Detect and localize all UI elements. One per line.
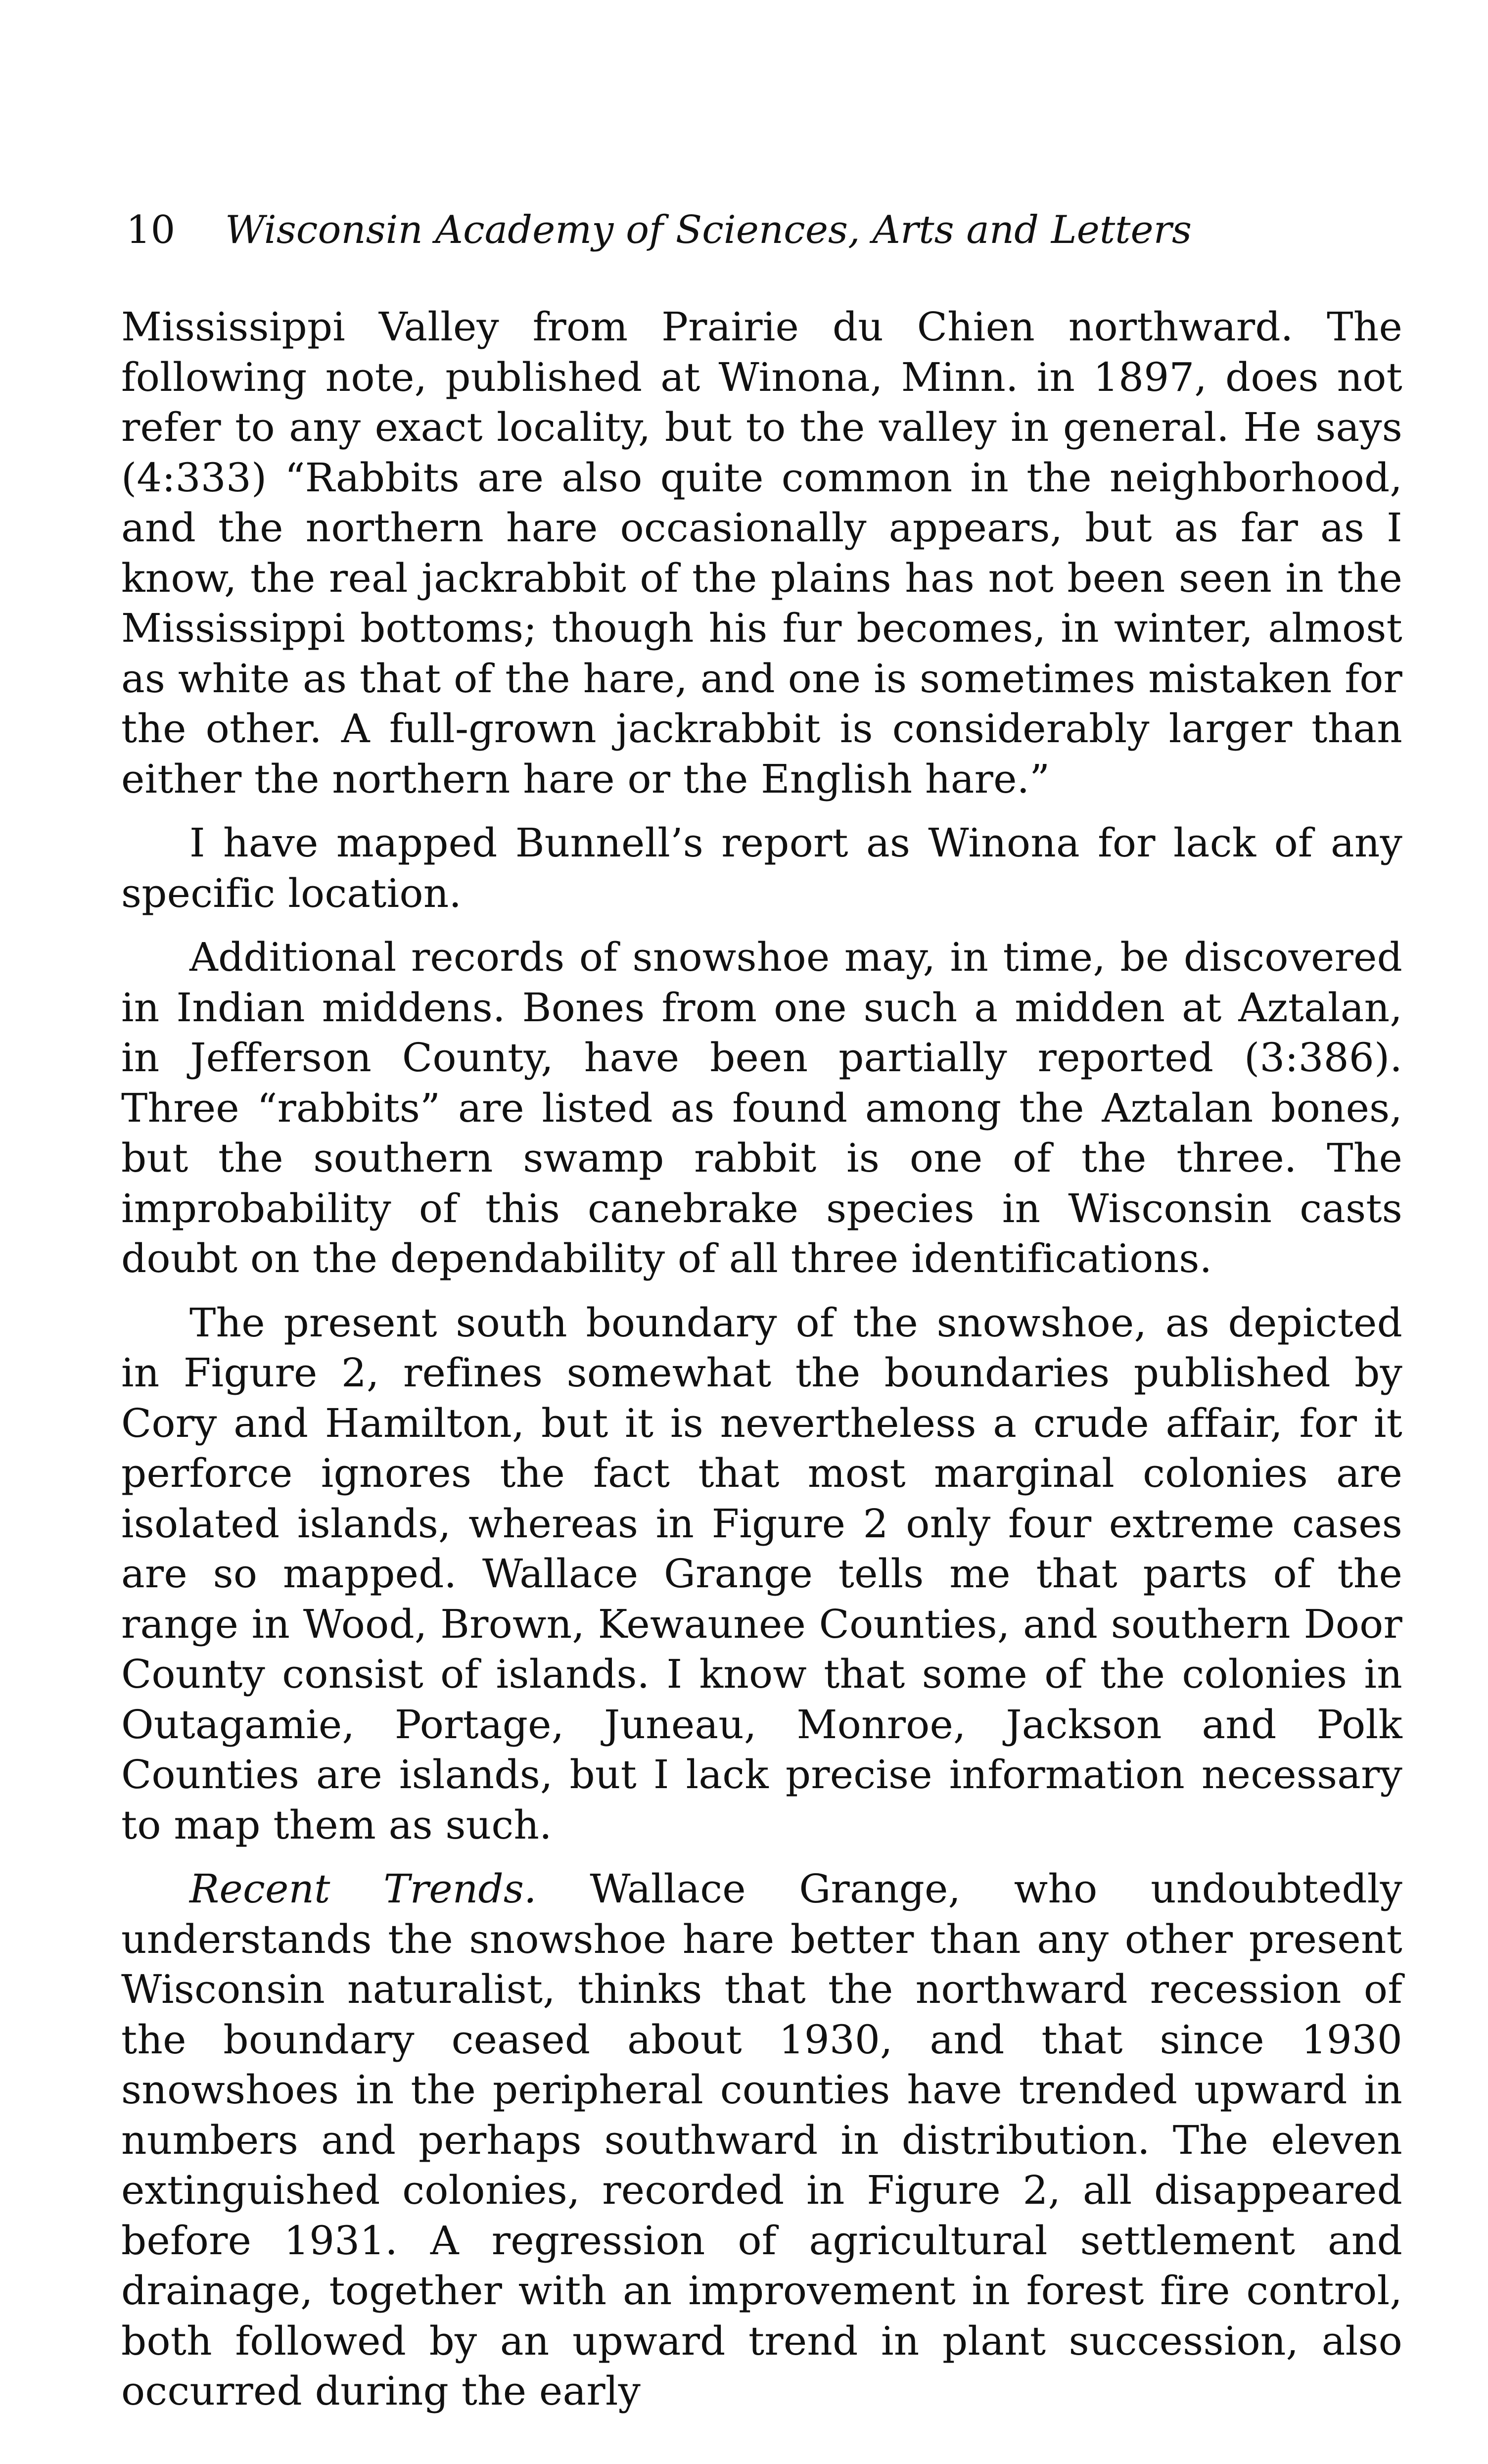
paragraph-bunnell-mapping: I have mapped Bunnell’s report as Winona for lack of any specific location.: [121, 820, 1402, 916]
running-head: Wisconsin Academy of Sciences, Arts and Letters: [225, 208, 1192, 252]
paragraph-recent-trends: [121, 1864, 1402, 2417]
body-text: [121, 302, 1402, 2430]
paragraph-south-boundary: The present south boundary of the snowshoe, as depicted in Figure 2, refines somewhat the boundaries published by Cory and Hamilton, but it is nevertheless a crude affair, for it perforce ignores the fact that most marginal colonies are isolated islands, whereas in Figure 2 only four extreme cases are so mapped. Wallace Grange tells me that parts of the range in Wood, Brown, Kewaunee Counties, and southern Door County consist of islands. I know that some of the colonies in Outagamie, Portage, Juneau, Monroe, Jackson and Polk Counties are islands, but I lack precise information necessary to map them as such.: [121, 1299, 1402, 1848]
paragraph-indian-middens: Additional records of snowshoe may, in time, be discovered in Indian middens. Bones from one such a midden at Aztalan, in Jefferson County, have been partially reported (3:386). Three “rabbits” are listed as found among the Aztalan bones, but the southern swamp rabbit is one of the three. The improbability of this canebrake species in Wisconsin casts doubt on the dependability of all three identifications.: [121, 934, 1402, 1281]
page-header: [126, 198, 1412, 262]
section-lead-in: Recent Trends.: [189, 1866, 537, 1912]
page-number: 10: [126, 208, 176, 252]
paragraph-continued: Mississippi Valley from Prairie du Chien northward. The following note, published at Winona, Minn. in 1897, does not refer to any exact locality, but to the valley in general. He says (4:333) “Rabbits are also quite common in the neighborhood, and the northern hare occasionally appears, but as far as I know, the real jackrabbit of the plains has not been seen in the Mississippi bottoms; though his fur becomes, in winter, almost as white as that of the hare, and one is sometimes mistaken for the other. A full-grown jackrabbit is considerably larger than either the northern hare or the English hare.”: [121, 304, 1402, 802]
paragraph-recent-trends-text: Wallace Grange, who undoubtedly understands the snowshoe hare better than any other present Wisconsin naturalist, thinks that the northward recession of the boundary ceased about 1930, and that since 1930 snowshoes in the peripheral counties have trended upward in numbers and perhaps southward in distribution. The eleven extinguished colonies, recorded in Figure 2, all disappeared before 1931. A regression of agricultural settlement and drainage, together with an improvement in forest fire control, both followed by an upward trend in plant succession, also occurred during the early: [121, 1866, 1402, 2414]
